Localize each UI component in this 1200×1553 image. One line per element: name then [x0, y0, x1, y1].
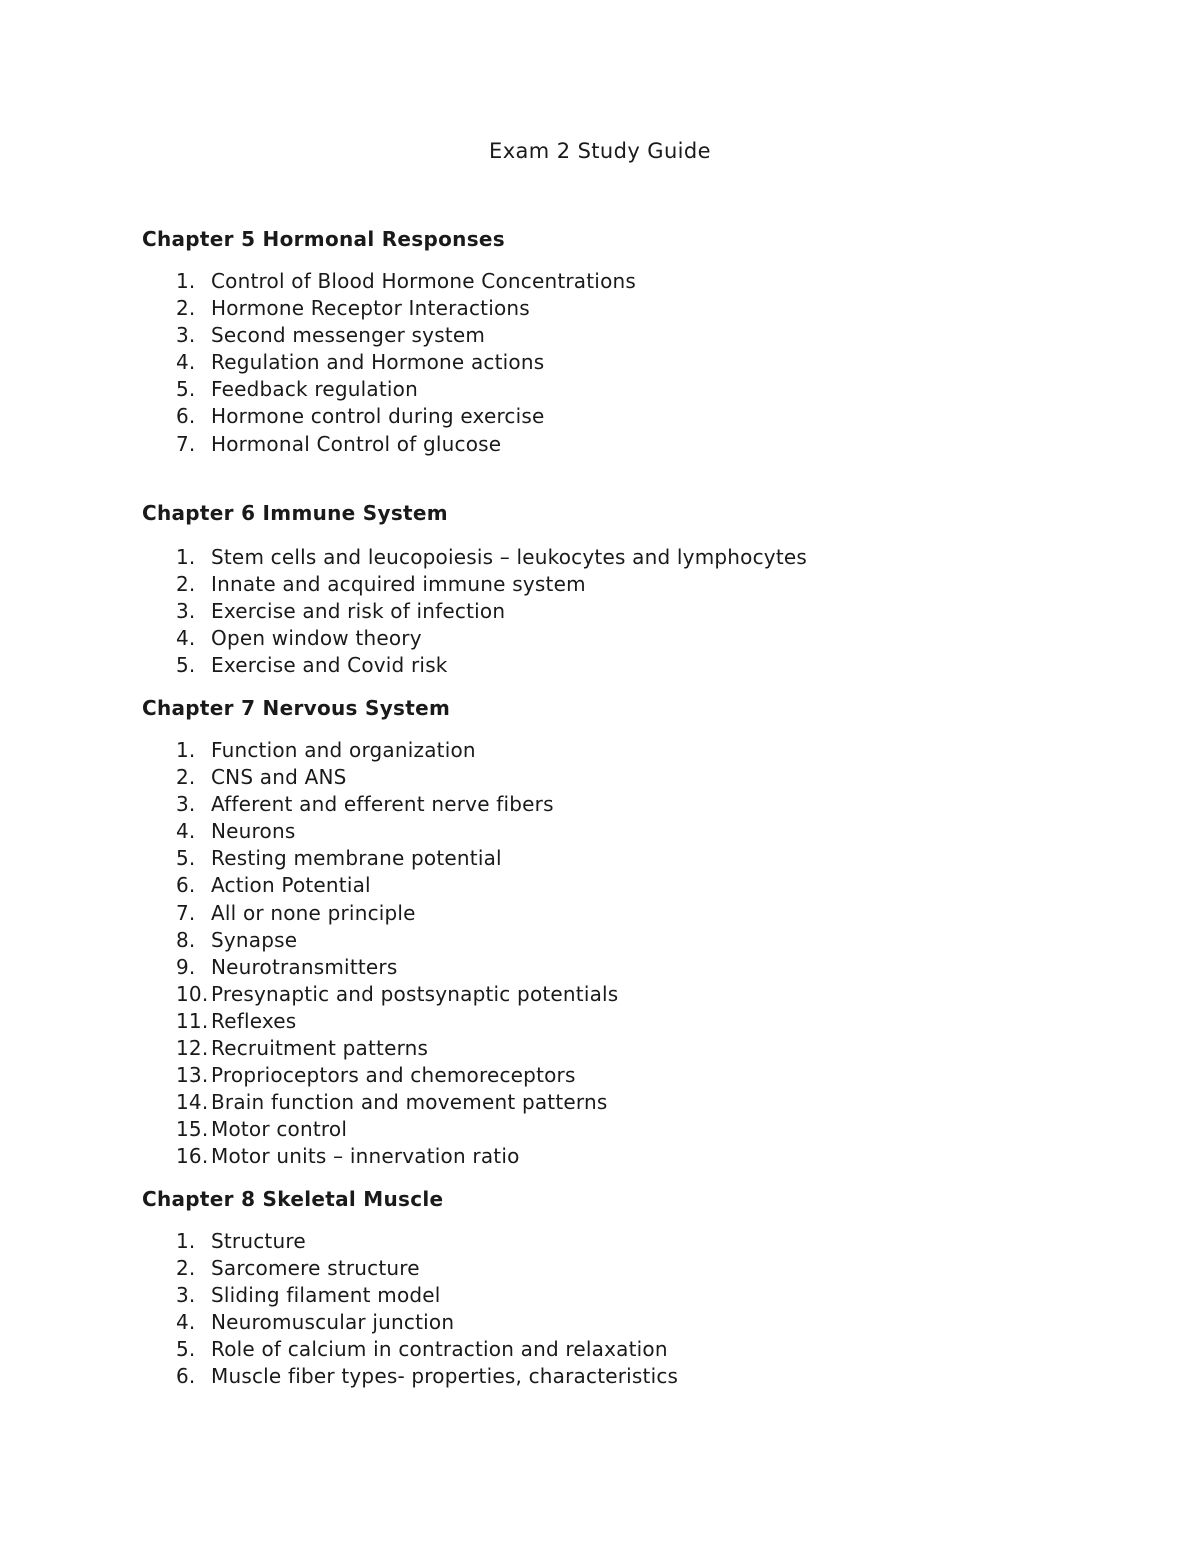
item-number: 13.	[176, 1063, 209, 1088]
item-text: Proprioceptors and chemoreceptors	[211, 1063, 576, 1088]
item-text: Muscle fiber types- properties, characteristics	[211, 1364, 679, 1389]
list-item	[142, 927, 1122, 954]
item-text: Function and organization	[211, 738, 476, 762]
item-number: 12.	[176, 1036, 209, 1061]
list-item	[142, 818, 1122, 845]
item-text: Afferent and efferent nerve fibers	[211, 792, 554, 817]
item-number: 3.	[176, 323, 196, 348]
list-item	[142, 544, 1122, 571]
item-number: 2.	[176, 765, 196, 790]
item-number: 5.	[176, 1337, 196, 1362]
item-text: Sliding filament model	[211, 1283, 441, 1308]
list-item	[142, 1143, 1122, 1170]
item-text: Hormone Receptor Interactions	[211, 296, 530, 321]
item-text: Neurotransmitters	[211, 954, 398, 979]
item-text: Presynaptic and postsynaptic potentials	[211, 981, 619, 1006]
list-item	[142, 1089, 1122, 1116]
list-item	[142, 1062, 1122, 1089]
chapter-heading: Chapter 6 Immune System	[142, 501, 448, 525]
item-number: 4.	[176, 1310, 196, 1335]
chapter-heading: Chapter 5 Hormonal Responses	[142, 227, 505, 251]
item-number: 3.	[176, 792, 196, 817]
item-number: 5.	[176, 653, 196, 678]
chapter-heading: Chapter 8 Skeletal Muscle	[142, 1187, 444, 1211]
list-item	[142, 845, 1122, 872]
list-item	[142, 981, 1122, 1008]
list-item	[142, 900, 1122, 927]
list-item	[142, 625, 1122, 652]
item-number: 4.	[176, 626, 196, 651]
list-item	[142, 376, 1122, 403]
list-item	[142, 764, 1122, 791]
item-text: Role of calcium in contraction and relaxation	[211, 1337, 668, 1362]
item-text: CNS and ANS	[211, 765, 347, 790]
item-text: Resting membrane potential	[211, 846, 502, 871]
item-number: 1.	[176, 1229, 196, 1253]
list-item	[142, 268, 1122, 295]
item-number: 6.	[176, 404, 196, 429]
list-item	[142, 1035, 1122, 1062]
list-item	[142, 1228, 1122, 1255]
item-number: 8.	[176, 927, 196, 952]
chapter-section	[142, 695, 1122, 1171]
list-item	[142, 403, 1122, 430]
item-number: 7.	[176, 431, 196, 456]
item-number: 3.	[176, 1283, 196, 1308]
list-item	[142, 349, 1122, 376]
item-text: Brain function and movement patterns	[211, 1090, 608, 1115]
item-number: 16.	[176, 1144, 209, 1169]
item-text: Regulation and Hormone actions	[211, 350, 545, 375]
list-item	[142, 295, 1122, 322]
item-number: 11.	[176, 1008, 209, 1033]
item-number: 1.	[176, 738, 196, 762]
item-text: Innate and acquired immune system	[211, 572, 586, 597]
chapter-section	[142, 226, 1122, 458]
item-number: 14.	[176, 1090, 209, 1115]
list-item	[142, 1116, 1122, 1143]
item-text: Motor units – innervation ratio	[211, 1144, 520, 1169]
item-text: Neurons	[211, 819, 296, 844]
list-item	[142, 598, 1122, 625]
document-title: Exam 2 Study Guide	[489, 139, 711, 163]
item-number: 15.	[176, 1117, 209, 1142]
item-number: 5.	[176, 377, 196, 402]
list-item	[142, 1363, 1122, 1390]
item-number: 2.	[176, 296, 196, 321]
item-number: 7.	[176, 900, 196, 925]
item-text: Control of Blood Hormone Concentrations	[211, 269, 636, 293]
item-text: Recruitment patterns	[211, 1036, 429, 1061]
item-text: Synapse	[211, 927, 298, 952]
list-item	[142, 1336, 1122, 1363]
chapter-section	[142, 500, 1122, 679]
item-text: All or none principle	[211, 900, 416, 925]
item-text: Stem cells and leucopoiesis – leukocytes and lymphocytes	[211, 545, 807, 569]
item-number: 6.	[176, 873, 196, 898]
topic-list	[142, 268, 1122, 458]
item-text: Reflexes	[211, 1008, 297, 1033]
item-text: Neuromuscular junction	[211, 1310, 455, 1335]
item-text: Hormonal Control of glucose	[211, 431, 502, 456]
list-item	[142, 872, 1122, 899]
list-item	[142, 571, 1122, 598]
item-number: 6.	[176, 1364, 196, 1389]
chapter-heading: Chapter 7 Nervous System	[142, 696, 451, 720]
item-number: 10.	[176, 981, 209, 1006]
item-number: 2.	[176, 572, 196, 597]
list-item	[142, 1309, 1122, 1336]
topic-list	[142, 544, 1122, 679]
item-text: Sarcomere structure	[211, 1256, 420, 1281]
item-number: 2.	[176, 1256, 196, 1281]
list-item	[142, 431, 1122, 458]
list-item	[142, 791, 1122, 818]
item-text: Motor control	[211, 1117, 348, 1142]
item-text: Hormone control during exercise	[211, 404, 545, 429]
topic-list	[142, 1228, 1122, 1391]
list-item	[142, 322, 1122, 349]
item-number: 1.	[176, 545, 196, 569]
list-item	[142, 737, 1122, 764]
item-number: 1.	[176, 269, 196, 293]
item-text: Exercise and risk of infection	[211, 599, 506, 624]
item-number: 4.	[176, 350, 196, 375]
item-text: Feedback regulation	[211, 377, 418, 402]
item-text: Action Potential	[211, 873, 371, 898]
item-number: 9.	[176, 954, 196, 979]
item-number: 3.	[176, 599, 196, 624]
item-text: Second messenger system	[211, 323, 486, 348]
item-text: Exercise and Covid risk	[211, 653, 448, 678]
item-number: 5.	[176, 846, 196, 871]
list-item	[142, 1008, 1122, 1035]
item-text: Structure	[211, 1229, 306, 1253]
item-number: 4.	[176, 819, 196, 844]
list-item	[142, 1282, 1122, 1309]
topic-list	[142, 737, 1122, 1171]
item-text: Open window theory	[211, 626, 422, 651]
list-item	[142, 652, 1122, 679]
list-item	[142, 954, 1122, 981]
list-item	[142, 1255, 1122, 1282]
chapter-section	[142, 1186, 1122, 1391]
